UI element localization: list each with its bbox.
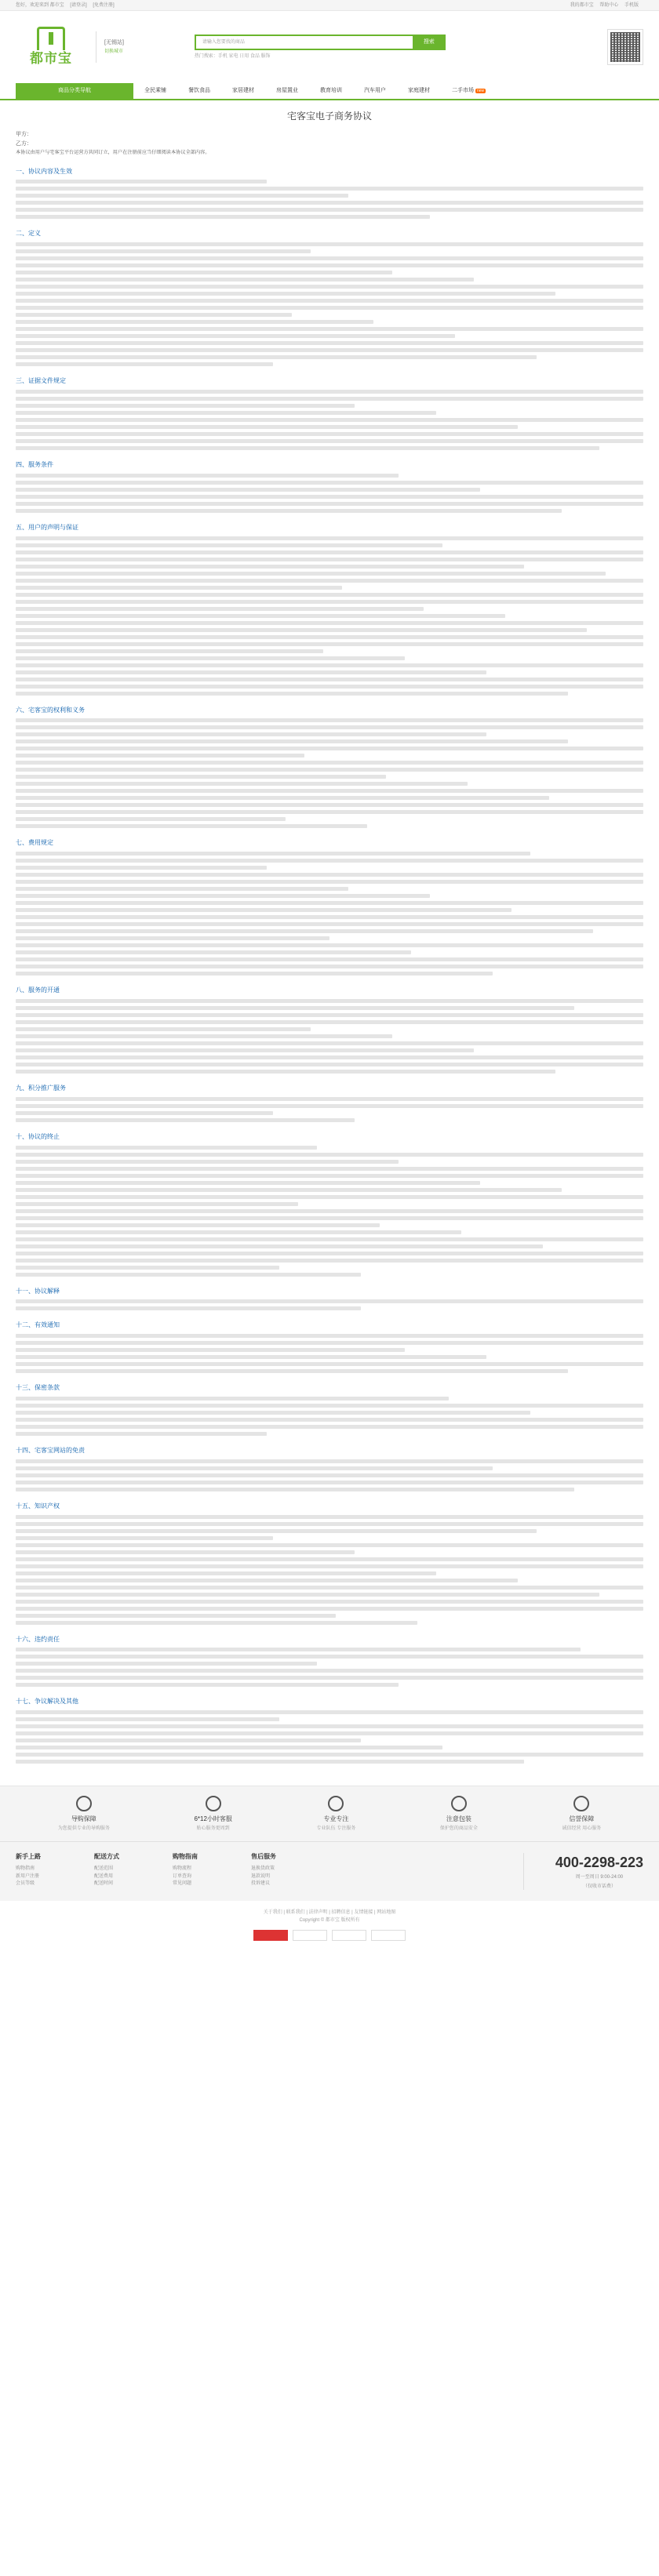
paragraph-line [16,965,643,968]
paragraph-line [16,1621,417,1625]
paragraph-line [16,1543,643,1547]
paragraph-line [16,1209,643,1213]
footer-link[interactable]: 订单查询 [173,1873,192,1879]
paragraph-line [16,761,643,765]
hotline-number: 400-2298-223 [555,1855,643,1871]
paragraph-line [16,418,643,422]
section-title: 四、服务条件 [16,460,53,468]
paragraph-line [16,299,643,303]
trust-badges [0,1930,659,1957]
paragraph-line [16,628,587,632]
paragraph-line [16,810,643,814]
logo-text: 都市宝 [30,50,72,67]
paragraph-line [16,1027,311,1031]
nav-item[interactable]: 家庭建材 [408,88,430,94]
paragraph-line [16,859,643,863]
paragraph-line [16,1593,599,1597]
footer-link[interactable]: 配送费用 [94,1873,114,1879]
paragraph-line [16,1111,273,1115]
section-title: 十六、违约责任 [16,1635,60,1643]
paragraph-line [16,1459,643,1463]
paragraph-line [16,320,373,324]
service-icon [573,1796,589,1811]
service-item [440,1796,478,1832]
agreement-content [16,100,643,1764]
service-title: 注意包装 [446,1815,471,1823]
paragraph-line [16,1020,643,1024]
paragraph-line [16,1266,279,1270]
footer-column-title: 配送方式 [94,1853,119,1861]
paragraph-line [16,915,643,919]
service-desc: 专业队伍 专注服务 [316,1826,356,1831]
main-nav [0,83,659,100]
paragraph-line [16,880,643,884]
paragraph-line [16,180,267,183]
paragraph-line [16,1237,643,1241]
footer-column [94,1853,173,1889]
paragraph-line [16,572,606,576]
section-title: 一、协议内容及生效 [16,167,72,175]
hotline-note: （仅收市话费） [582,1884,616,1889]
paragraph-line [16,1550,355,1554]
paragraph-line [16,1466,493,1470]
paragraph-line [16,1418,643,1422]
paragraph-line [16,1760,524,1764]
topbar-link-help[interactable]: 帮助中心 [599,2,619,8]
paragraph-line [16,1571,436,1575]
paragraph-line [16,1488,574,1491]
paragraph-line [16,1404,643,1408]
switch-city-link[interactable]: 切换城市 [104,49,124,55]
paragraph-line [16,285,643,289]
paragraph-line [16,1739,361,1742]
paragraph-line [16,747,643,750]
section-title: 二、定义 [16,230,41,238]
service-item [58,1796,110,1832]
footer-link[interactable]: 购物流程 [173,1866,192,1871]
paragraph-line [16,600,643,604]
paragraph-line [16,1529,537,1533]
paragraph-line [16,1731,643,1735]
section-title: 十二、有效通知 [16,1321,60,1329]
paragraph-line [16,768,643,772]
paragraph-line [16,201,643,205]
agreement-sections [16,168,643,1764]
search-box [195,35,446,60]
paragraph-line [16,957,643,961]
service-icon [206,1796,221,1811]
paragraph-line [16,936,330,940]
paragraph-line [16,1662,317,1666]
section-title: 七、费用规定 [16,839,53,847]
paragraph-line [16,1710,643,1714]
paragraph-line [16,362,273,366]
paragraph-line [16,208,643,212]
paragraph-line [16,1104,643,1108]
footer-link[interactable]: 配送范围 [94,1866,114,1871]
paragraph-line [16,446,599,450]
paragraph-line [16,278,474,282]
paragraph-line [16,404,355,408]
paragraph-line [16,1188,562,1192]
paragraph-line [16,194,348,198]
nav-item[interactable]: 餐饮食品 [188,88,210,94]
service-icon [451,1796,467,1811]
site-logo[interactable] [16,24,86,71]
footer-column [173,1853,251,1889]
paragraph-line [16,642,643,646]
nav-item[interactable]: 房屋置业 [276,88,298,94]
paragraph-line [16,873,643,877]
paragraph-line [16,215,430,219]
paragraph-line [16,543,442,547]
paragraph-line [16,593,643,597]
paragraph-line [16,292,555,296]
paragraph-line [16,558,643,561]
paragraph-line [16,1341,643,1345]
agreement-title: 宅客宝电子商务协议 [286,111,372,122]
paragraph-line [16,739,568,743]
paragraph-line [16,187,643,191]
paragraph-line [16,796,549,800]
paragraph-line [16,1202,298,1206]
trust-badge-icon[interactable] [293,1930,327,1941]
paragraph-line [16,1724,643,1728]
welcome-text: 您好，欢迎来到 都市宝 [16,2,64,8]
footer-column [251,1853,330,1889]
section-title: 十、协议的终止 [16,1132,60,1140]
paragraph-line [16,1536,273,1540]
paragraph-line [16,1655,643,1659]
section-title: 十七、争议解决及其他 [16,1698,78,1706]
paragraph-line [16,1648,581,1651]
paragraph-line [16,1355,486,1359]
service-desc: 诚信经营 用心服务 [562,1826,602,1831]
paragraph-line [16,495,643,499]
footer-link[interactable]: 常见问题 [173,1881,192,1887]
top-bar [0,0,659,11]
paragraph-line [16,1334,643,1338]
footer-link[interactable]: 退款说明 [251,1873,271,1879]
paragraph-line [16,1034,392,1038]
footer-link[interactable]: 购物指南 [16,1866,35,1871]
paragraph-line [16,649,323,653]
paragraph-line [16,1348,405,1352]
paragraph-line [16,1557,643,1561]
hotline-box [523,1853,643,1889]
paragraph-line [16,1522,643,1526]
paragraph-line [16,1481,643,1484]
service-item [562,1796,601,1832]
nav-item[interactable]: 汽车用户 [364,88,386,94]
paragraph-line [16,1362,643,1366]
paragraph-line [16,1746,442,1749]
section-title: 五、用户的声明与保证 [16,523,78,531]
paragraph-line [16,411,436,415]
paragraph-line [16,817,286,821]
party-a: 甲方： [16,132,32,138]
footer-link[interactable]: 配送时间 [94,1881,114,1887]
footer-column-title: 购物指南 [173,1853,198,1861]
paragraph-line [16,1397,449,1401]
new-badge: new [477,88,485,93]
category-menu-button[interactable]: 商品分类导航 [16,83,133,99]
paragraph-line [16,481,643,485]
paragraph-line [16,397,643,401]
paragraph-line [16,1118,355,1122]
agreement-intro: 本协议由用户与宅客宝平台运营方共同订立，用户在注册前应当仔细阅读本协议全部内容。 [16,149,210,155]
paragraph-line [16,1369,568,1373]
paragraph-line [16,474,399,478]
footer-column-title: 售后服务 [251,1853,276,1861]
paragraph-line [16,1411,530,1415]
header [16,11,643,83]
paragraph-line [16,1167,643,1171]
footer-links [0,1841,659,1900]
paragraph-line [16,1160,399,1164]
footer-link[interactable]: 新用户注册 [16,1873,40,1879]
service-icon [76,1796,92,1811]
paragraph-line [16,242,643,246]
paragraph-line [16,1564,643,1568]
hot-search-words[interactable]: 热门搜索：手机 家电 日用 食品 服饰 [194,53,271,59]
service-item [317,1796,356,1832]
register-link[interactable]: [免费注册] [93,2,115,8]
paragraph-line [16,1070,555,1074]
topbar-link-mobile[interactable]: 手机版 [624,2,639,8]
trust-badge-icon[interactable] [332,1930,366,1941]
paragraph-line [16,1013,643,1017]
paragraph-line [16,1174,643,1178]
paragraph-line [16,929,593,933]
service-title: 6*12小时客服 [194,1815,232,1823]
paragraph-line [16,249,311,253]
paragraph-line [16,852,530,856]
paragraph-line [16,1614,336,1618]
paragraph-line [16,1432,267,1436]
paragraph-line [16,754,304,758]
paragraph-line [16,341,643,345]
paragraph-line [16,607,424,611]
paragraph-line [16,894,430,898]
nav-item[interactable]: 教育培训 [320,88,342,94]
paragraph-line [16,1252,643,1255]
paragraph-line [16,1181,480,1185]
paragraph-line [16,887,348,891]
paragraph-line [16,1683,399,1687]
paragraph-line [16,355,537,359]
paragraph-line [16,1299,643,1303]
paragraph-line [16,1244,543,1248]
paragraph-line [16,1055,643,1059]
paragraph-line [16,1273,361,1277]
paragraph-line [16,803,643,807]
paragraph-line [16,908,512,912]
footer-column [16,1853,94,1889]
paragraph-line [16,306,643,310]
service-title: 专业专注 [323,1815,349,1823]
paragraph-line [16,663,643,667]
paragraph-line [16,775,386,779]
footer-nav-links[interactable]: 关于我们 | 联系我们 | 法律声明 | 招聘信息 | 友情链接 | 网站地图 [263,1909,396,1915]
paragraph-line [16,670,486,674]
paragraph-line [16,1753,643,1757]
paragraph-line [16,256,643,260]
footer-link[interactable]: 投诉建议 [251,1881,271,1887]
paragraph-line [16,586,342,590]
search-input[interactable]: 请输入您要找的商品 [195,35,413,50]
paragraph-line [16,1607,643,1611]
paragraph-line [16,1586,643,1590]
paragraph-line [16,901,643,905]
section-title: 十四、宅客宝网站的免责 [16,1446,85,1454]
paragraph-line [16,1006,574,1010]
trust-badge-icon[interactable] [253,1930,288,1941]
hotline-time: 周一至周日 9:00-24:00 [575,1875,624,1880]
footer-link[interactable]: 会员等级 [16,1881,35,1887]
paragraph-line [16,263,643,267]
paragraph-line [16,692,568,696]
paragraph-line [16,425,518,429]
paragraph-line [16,782,468,786]
paragraph-line [16,656,405,660]
section-title: 八、服务的开通 [16,986,60,994]
nav-item[interactable]: 二手市场 new [452,88,485,94]
nav-item[interactable]: 全民乘铺 [144,88,166,94]
paragraph-line [16,1473,643,1477]
paragraph-line [16,579,643,583]
copyright [0,1901,659,1931]
service-desc: 保护您的商品安全 [439,1826,478,1831]
paragraph-line [16,1048,474,1052]
paragraph-line [16,678,643,681]
service-icon [328,1796,344,1811]
city-selector[interactable] [96,31,124,63]
paragraph-line [16,614,505,618]
paragraph-line [16,1669,643,1673]
footer-column-title: 新手上路 [16,1853,41,1861]
paragraph-line [16,789,643,793]
paragraph-line [16,1195,643,1199]
paragraph-line [16,1153,643,1157]
paragraph-line [16,488,480,492]
paragraph-line [16,1600,643,1604]
paragraph-line [16,1676,643,1680]
paragraph-line [16,824,367,828]
paragraph-line [16,1063,643,1066]
paragraph-line [16,509,562,513]
paragraph-line [16,1306,361,1310]
copyright-text: Copyright © 都市宝 版权所有 [299,1918,360,1924]
paragraph-line [16,439,643,443]
paragraph-line [16,725,643,729]
service-title: 信誉保障 [569,1815,595,1823]
service-promises [0,1786,659,1841]
current-city: [无锡站] [104,39,124,45]
paragraph-line [16,432,643,436]
paragraph-line [16,718,643,722]
paragraph-line [16,1230,461,1234]
paragraph-line [16,1216,643,1220]
paragraph-line [16,1515,643,1519]
paragraph-line [16,327,643,331]
paragraph-line [16,1425,643,1429]
paragraph-line [16,313,292,317]
search-button[interactable]: 搜索 [413,35,446,50]
trust-badge-icon[interactable] [371,1930,406,1941]
paragraph-line [16,334,455,338]
section-title: 十五、知识产权 [16,1502,60,1510]
paragraph-line [16,732,486,736]
nav-item[interactable]: 家居建材 [232,88,254,94]
section-title: 三、证据文件规定 [16,377,66,385]
paragraph-line [16,635,643,639]
paragraph-line [16,536,643,540]
paragraph-line [16,972,493,976]
paragraph-line [16,685,643,689]
paragraph-line [16,1223,380,1227]
service-desc: 贴心服务更周到 [196,1826,230,1831]
paragraph-line [16,390,643,394]
qr-code-icon [607,29,643,65]
paragraph-line [16,1717,279,1721]
login-link[interactable]: [请登录] [70,2,87,8]
paragraph-line [16,271,392,274]
paragraph-line [16,621,643,625]
paragraph-line [16,1146,317,1150]
section-title: 六、宅客宝的权利和义务 [16,706,85,714]
paragraph-line [16,1097,643,1101]
paragraph-line [16,1579,518,1582]
paragraph-line [16,1259,643,1263]
section-title: 十三、保密条款 [16,1384,60,1392]
paragraph-line [16,922,643,926]
paragraph-line [16,866,267,870]
paragraph-line [16,550,643,554]
paragraph-line [16,950,411,954]
paragraph-line [16,348,643,352]
section-title: 九、积分推广服务 [16,1084,66,1092]
section-title: 十一、协议解释 [16,1287,60,1295]
footer-link[interactable]: 退换货政策 [251,1866,275,1871]
logo-icon [37,27,65,50]
paragraph-line [16,1041,643,1045]
paragraph-line [16,565,524,569]
paragraph-line [16,502,643,506]
paragraph-line [16,943,643,947]
party-b: 乙方： [16,141,32,147]
service-item [194,1796,231,1832]
paragraph-line [16,999,643,1003]
service-title: 导购保障 [71,1815,96,1823]
service-desc: 为您提供专业的导购服务 [57,1826,110,1831]
topbar-link-mine[interactable]: 我的都市宝 [570,2,594,8]
